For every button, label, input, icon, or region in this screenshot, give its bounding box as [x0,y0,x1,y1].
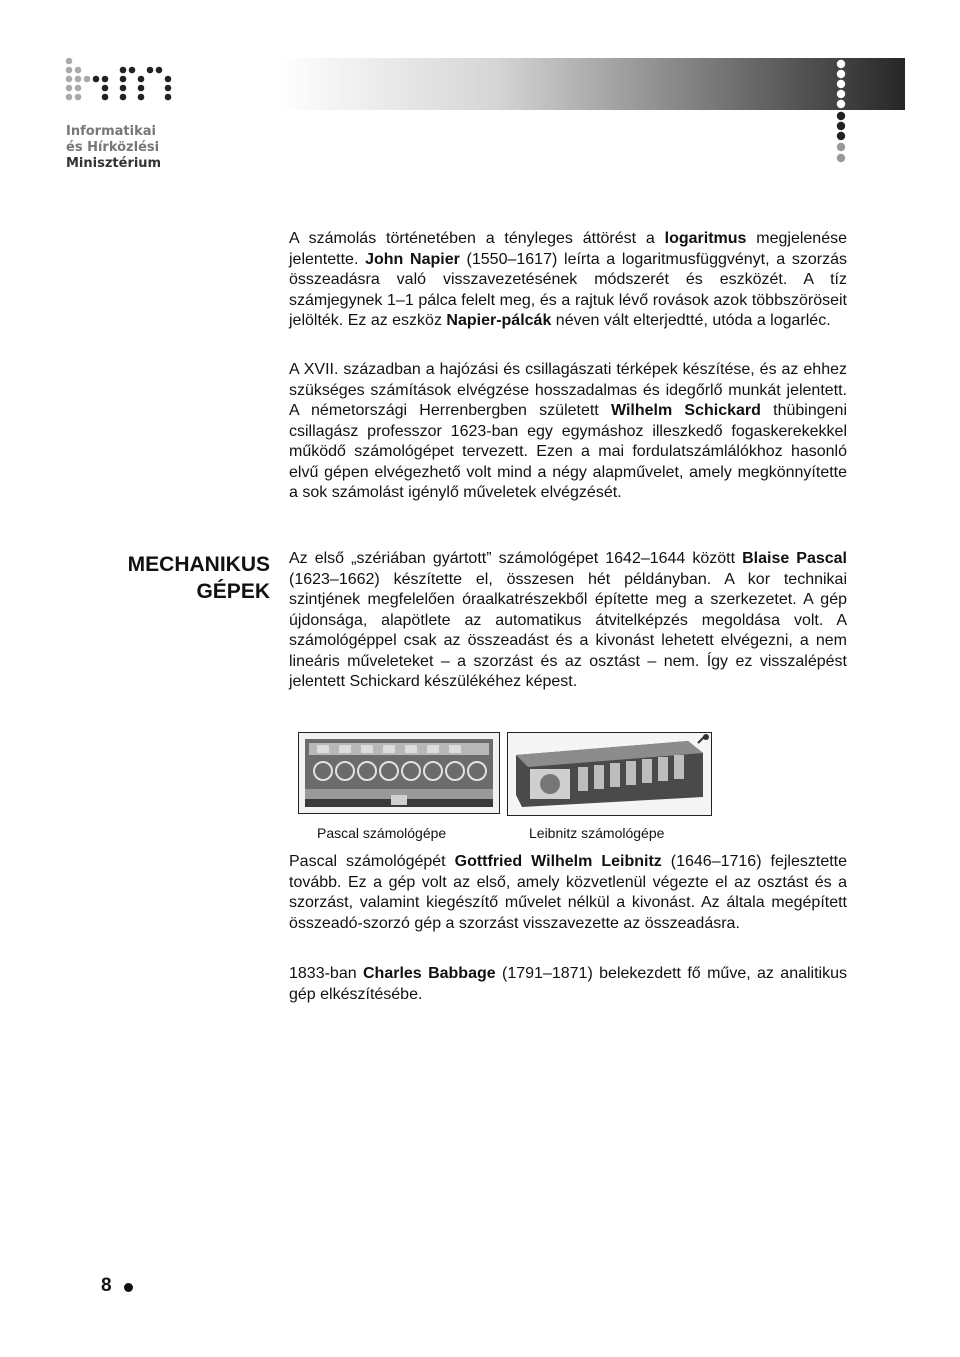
text-run: Pascal számológépét [289,853,455,870]
logo-line-1: Informatikai [66,124,156,139]
logo-line-2: és Hírközlési [66,140,160,155]
text-run: (1646–1716) fejlesztette tovább. Ez a gép volt az első, amely közvetlenül végezte el az osztást és a szorzást, valamint kiegészítő művelet nélkül a kivonást. Az általa megépített összeadó-szorzó gép a szorzást visszavezette az összeadásra. [289,853,848,932]
text-run: (1623–1662) készítette el, összesen hét példányban. A kor technikai szintjének megfelelően óraalkatrészekből építette meg a szerkezetet. A gép újdonsága, alapötlete az automatikus átvitelképzés megoldása volt. A számológéppel csak az összeadást és a kivonást lehetett elvégezni, a nem lineáris műveleteket – a szorzást és az osztást – nem. Így ez visszalépést jelentett Schickard készülékéhez képest. [289,570,847,690]
logo-dot-pattern-icon [64,56,184,116]
pascal-calculator-image [298,732,500,814]
person-name: John Napier [365,250,460,268]
text-run: néven vált elterjedtté, utóda a logarléc. [551,312,831,329]
person-name: Gottfried Wilhelm Leibnitz [454,853,662,870]
paragraph-pascal [289,549,847,693]
text-run: A számolás történetében a tényleges áttörést a [289,230,665,247]
page-number-dot-icon [124,1283,133,1292]
page-number: 8 [101,1275,112,1296]
section-heading-line-1: MECHANIKUS [127,553,270,576]
bold-term: logaritmus [664,230,747,247]
section-heading [100,551,270,605]
logo-line-3: Minisztérium [66,156,162,171]
figure-caption-pascal: Pascal számológépe [317,825,447,841]
text-run: thübingeni csillagász professzor 1623-ban egy egymáshoz illeszkedő fogaskerekekkel működő számológépet tervezett. Ezen a mai fordulatszámlálókhoz hasonló elvű gépen elvégezhető volt mind a négy alapművelet, amely megkönnyítette a sok számolást igénylő műveletek elvégzését. [289,402,848,501]
logo-wordmark [66,124,161,172]
header-gradient-bar [277,58,905,110]
text-run: Az első „szériában gyártott” számológépet 1642–1644 között [289,550,743,567]
person-name: Blaise Pascal [742,550,848,567]
bold-term: Napier-pálcák [446,312,552,329]
leibniz-calculator-image [507,732,712,816]
text-run: 1833-ban [289,965,363,982]
figure-caption-leibniz: Leibnitz számológépe [529,825,665,841]
text-run: (1791–1871) belekezdett fő műve, az analitikus gép elkészítésébe. [289,965,848,1003]
person-name: Charles Babbage [363,965,496,982]
ministry-logo [64,56,194,186]
person-name: Wilhelm Schickard [611,402,761,419]
text-run: (1550–1617) leírta a logaritmusfüggvényt, a szorzás összeadásra való visszavezetésének módszerét és eszközét. A tíz számjegynek 1–1 pálca felelt meg, és a rajtuk lévő rovások azok többszöröseit jelölték. Ez az eszköz [289,250,847,329]
paragraph-leibniz [289,852,847,934]
text-run: megjelenése jelentette. [289,230,848,268]
paragraph-schickard [289,360,847,504]
header-dot-column-icon [834,58,848,170]
paragraph-logarithm [289,229,847,332]
paragraph-babbage [289,964,847,1005]
section-heading-line-2: GÉPEK [196,580,270,603]
text-run: A XVII. században a hajózási és csillagászati térképek készítése, és az ehhez szükséges számítások elvégzése hosszadalmas és idegőrlő munkát jelentett. A németországi Herrenbergben született [289,361,847,419]
